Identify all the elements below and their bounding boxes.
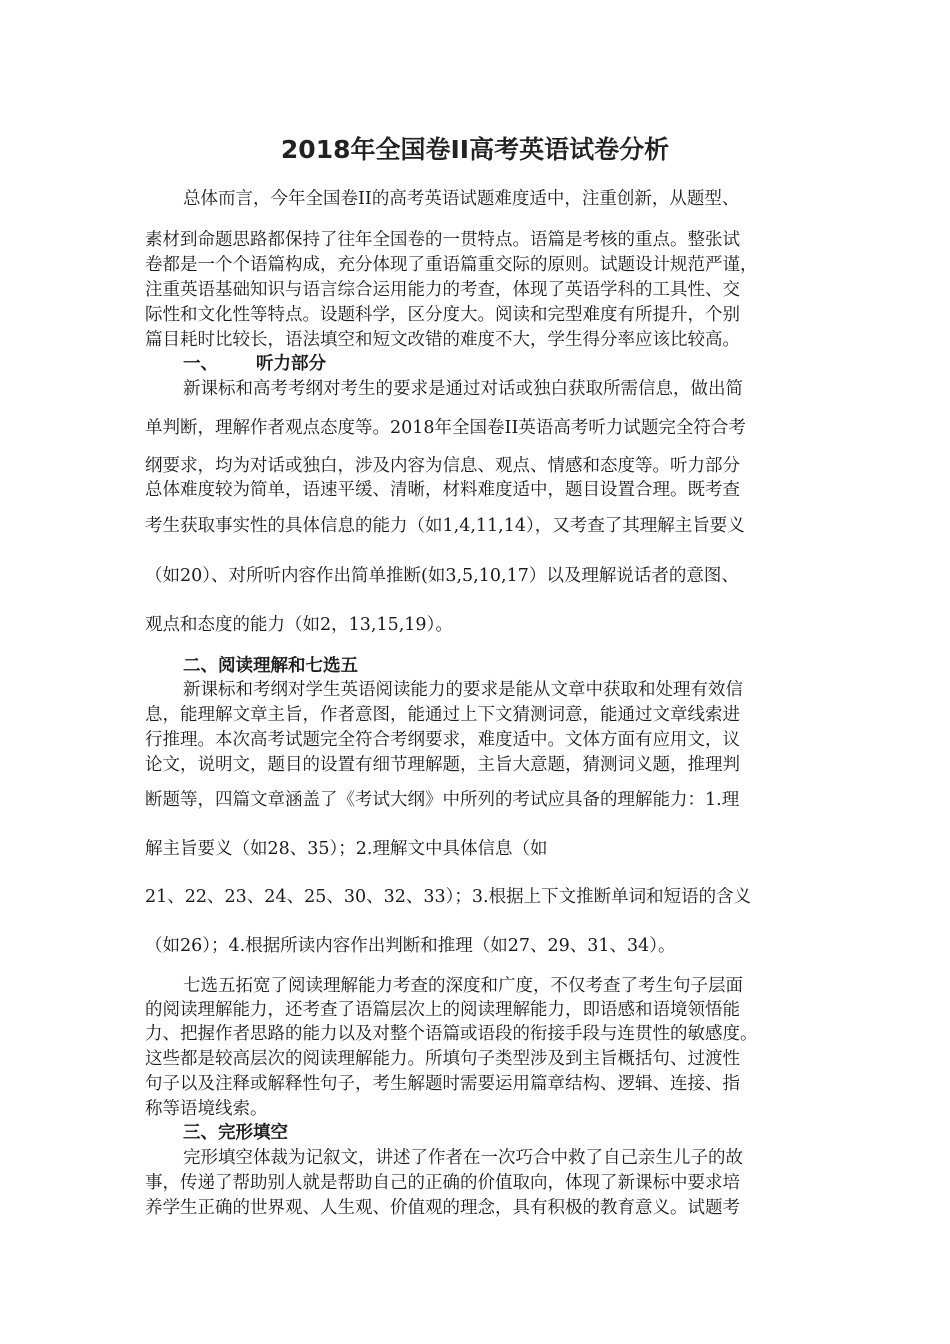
document-title: 2018年全国卷II高考英语试卷分析: [280, 135, 670, 164]
paragraph-line: 息，能理解文章主旨，作者意图，能通过上下文猜测词意，能通过文章线索进: [145, 705, 740, 725]
section-heading-reading: 二、阅读理解和七选五: [183, 656, 358, 676]
section-heading-cloze: 三、完形填空: [183, 1123, 288, 1143]
paragraph-line: 这些都是较高层次的阅读理解能力。所填句子类型涉及到主旨概括句、过渡性: [145, 1049, 740, 1069]
intro-line: 际性和文化性等特点。设题科学，区分度大。阅读和完型难度有所提升，个别: [145, 305, 740, 325]
paragraph-line: 纲要求，均为对话或独白，涉及内容为信息、观点、情感和态度等。听力部分: [145, 456, 740, 476]
paragraph-line: 21、22、23、24、25、30、32、33）；3.根据上下文推断单词和短语的含义: [145, 887, 752, 907]
paragraph-line: 行推理。本次高考试题完全符合考纲要求，难度适中。文体方面有应用文，议: [145, 730, 740, 750]
paragraph-line: 解主旨要义（如28、35）；2.理解文中具体信息（如: [145, 839, 548, 859]
paragraph-line: 总体难度较为简单，语速平缓、清晰，材料难度适中，题目设置合理。既考查: [145, 480, 740, 500]
paragraph-line: （如26）；4.根据所读内容作出判断和推理（如27、29、31、34）。: [145, 936, 676, 956]
paragraph-line: 断题等，四篇文章涵盖了《考试大纲》中所列的考试应具备的理解能力：1.理: [145, 790, 740, 810]
paragraph-line: 养学生正确的世界观、人生观、价值观的理念，具有积极的教育意义。试题考: [145, 1198, 740, 1218]
paragraph-line: 七选五拓宽了阅读理解能力考查的深度和广度，不仅考查了考生句子层面: [183, 976, 743, 996]
paragraph-line: 新课标和高考考纲对考生的要求是通过对话或独白获取所需信息，做出简: [183, 379, 743, 399]
paragraph-line: 完形填空体裁为记叙文，讲述了作者在一次巧合中救了自己亲生儿子的故: [183, 1148, 743, 1168]
intro-line: 注重英语基础知识与语言综合运用能力的考查，体现了英语学科的工具性、交: [145, 280, 740, 300]
paragraph-line: 新课标和考纲对学生英语阅读能力的要求是能从文章中获取和处理有效信: [183, 680, 743, 700]
paragraph-line: 的阅读理解能力，还考查了语篇层次上的阅读理解能力，即语感和语境领悟能: [145, 1000, 740, 1020]
paragraph-line: 事，传递了帮助别人就是帮助自己的正确的价值取向，体现了新课标中要求培: [145, 1173, 740, 1193]
intro-line: 篇目耗时比较长，语法填空和短文改错的难度不大，学生得分率应该比较高。: [145, 330, 740, 350]
intro-line: 卷都是一个个语篇构成，充分体现了重语篇重交际的原则。试题设计规范严谨，: [145, 255, 758, 275]
paragraph-line: 句子以及注释或解释性句子，考生解题时需要运用篇章结构、逻辑、连接、指: [145, 1074, 740, 1094]
paragraph-line: 考生获取事实性的具体信息的能力（如1,4,11,14），又考查了其理解主旨要义: [145, 516, 745, 536]
section-title: 听力部分: [256, 354, 326, 374]
intro-line: 总体而言，今年全国卷II的高考英语试题难度适中，注重创新，从题型、: [183, 189, 740, 209]
paragraph-line: 观点和态度的能力（如2，13,15,19）。: [145, 615, 453, 635]
paragraph-line: 论文，说明文，题目的设置有细节理解题，主旨大意题，猜测词义题，推理判: [145, 755, 740, 775]
paragraph-line: （如20）、对所听内容作出简单推断(如3,5,10,17）以及理解说话者的意图、: [145, 566, 739, 586]
paragraph-line: 单判断，理解作者观点态度等。2018年全国卷II英语高考听力试题完全符合考: [145, 418, 746, 438]
paragraph-line: 称等语境线索。: [145, 1099, 268, 1119]
intro-line: 素材到命题思路都保持了往年全国卷的一贯特点。语篇是考核的重点。整张试: [145, 230, 740, 250]
paragraph-line: 力、把握作者思路的能力以及对整个语篇或语段的衔接手段与连贯性的敏感度。: [145, 1024, 758, 1044]
section-number: 一、: [183, 354, 218, 374]
section-heading-listening: [183, 351, 326, 377]
